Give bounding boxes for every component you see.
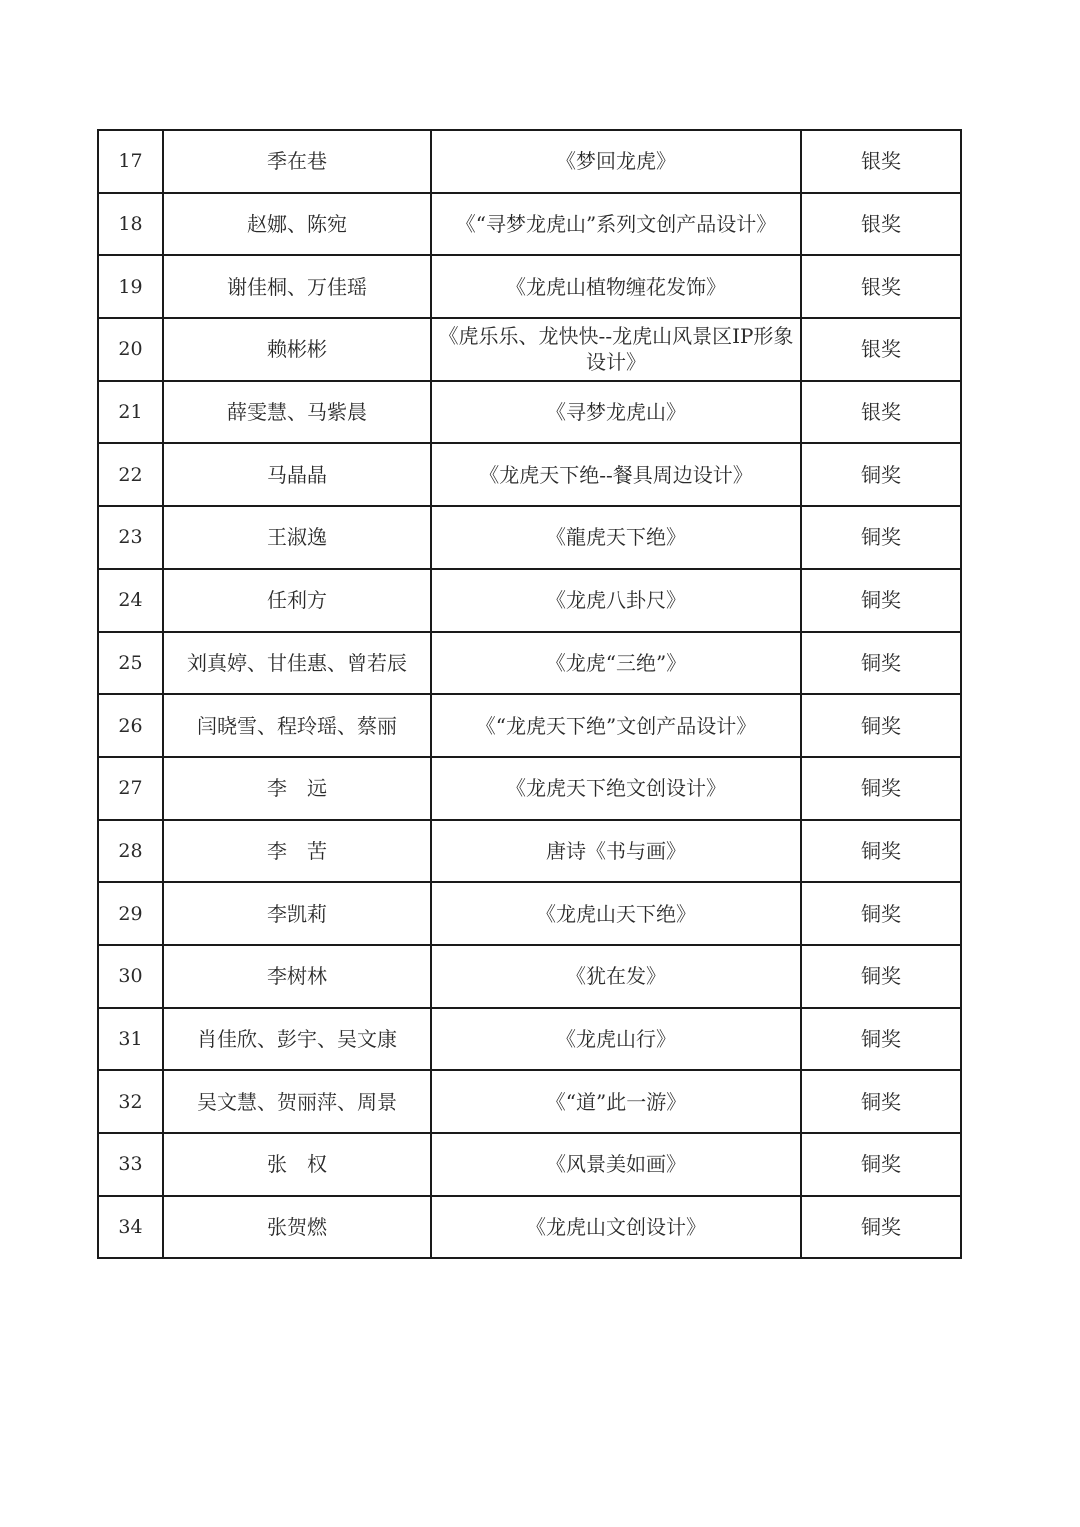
work-title-cell: 《龙虎山天下绝》 bbox=[431, 882, 801, 945]
table-row bbox=[98, 694, 961, 757]
row-number-cell: 24 bbox=[98, 569, 163, 632]
work-title-cell: 唐诗《书与画》 bbox=[431, 820, 801, 883]
row-number-cell: 21 bbox=[98, 381, 163, 444]
author-cell: 赖彬彬 bbox=[163, 318, 431, 381]
table-body bbox=[98, 130, 961, 1258]
author-cell: 肖佳欣、彭宇、吴文康 bbox=[163, 1008, 431, 1071]
work-title-cell: 《龙虎山行》 bbox=[431, 1008, 801, 1071]
author-cell: 李 苦 bbox=[163, 820, 431, 883]
author-cell: 李凯莉 bbox=[163, 882, 431, 945]
row-number-cell: 33 bbox=[98, 1133, 163, 1196]
table-row bbox=[98, 193, 961, 256]
award-cell: 铜奖 bbox=[801, 757, 961, 820]
row-number-cell: 28 bbox=[98, 820, 163, 883]
table-row bbox=[98, 820, 961, 883]
table-row bbox=[98, 255, 961, 318]
row-number-cell: 29 bbox=[98, 882, 163, 945]
award-cell: 铜奖 bbox=[801, 945, 961, 1008]
table-row bbox=[98, 381, 961, 444]
work-title-cell: 《龙虎山文创设计》 bbox=[431, 1196, 801, 1259]
table-row bbox=[98, 130, 961, 193]
row-number-cell: 20 bbox=[98, 318, 163, 381]
table-row bbox=[98, 1133, 961, 1196]
table-row bbox=[98, 757, 961, 820]
award-cell: 铜奖 bbox=[801, 632, 961, 695]
row-number-cell: 19 bbox=[98, 255, 163, 318]
table-row bbox=[98, 569, 961, 632]
work-title-cell: 《龍虎天下绝》 bbox=[431, 506, 801, 569]
award-cell: 银奖 bbox=[801, 130, 961, 193]
work-title-cell: 《龙虎天下绝文创设计》 bbox=[431, 757, 801, 820]
award-cell: 银奖 bbox=[801, 381, 961, 444]
author-cell: 季在巷 bbox=[163, 130, 431, 193]
table-row bbox=[98, 945, 961, 1008]
row-number-cell: 17 bbox=[98, 130, 163, 193]
author-cell: 任利方 bbox=[163, 569, 431, 632]
work-title-cell: 《风景美如画》 bbox=[431, 1133, 801, 1196]
award-cell: 铜奖 bbox=[801, 820, 961, 883]
table-row bbox=[98, 318, 961, 381]
row-number-cell: 18 bbox=[98, 193, 163, 256]
author-cell: 闫晓雪、程玲瑶、蔡丽 bbox=[163, 694, 431, 757]
table-row bbox=[98, 506, 961, 569]
author-cell: 吴文慧、贺丽萍、周景 bbox=[163, 1070, 431, 1133]
table-row bbox=[98, 1196, 961, 1259]
author-cell: 谢佳桐、万佳瑶 bbox=[163, 255, 431, 318]
author-cell: 马晶晶 bbox=[163, 443, 431, 506]
table-row bbox=[98, 1070, 961, 1133]
award-cell: 铜奖 bbox=[801, 1196, 961, 1259]
table-row bbox=[98, 1008, 961, 1071]
table-row bbox=[98, 443, 961, 506]
row-number-cell: 26 bbox=[98, 694, 163, 757]
work-title-cell: 《虎乐乐、龙快快--龙虎山风景区IP形象设计》 bbox=[431, 318, 801, 381]
work-title-cell: 《梦回龙虎》 bbox=[431, 130, 801, 193]
work-title-cell: 《犹在发》 bbox=[431, 945, 801, 1008]
award-cell: 铜奖 bbox=[801, 1070, 961, 1133]
work-title-cell: 《龙虎天下绝--餐具周边设计》 bbox=[431, 443, 801, 506]
work-title-cell: 《“道”此一游》 bbox=[431, 1070, 801, 1133]
work-title-cell: 《龙虎山植物缠花发饰》 bbox=[431, 255, 801, 318]
table-row bbox=[98, 882, 961, 945]
work-title-cell: 《龙虎“三绝”》 bbox=[431, 632, 801, 695]
work-title-cell: 《“龙虎天下绝”文创产品设计》 bbox=[431, 694, 801, 757]
award-cell: 铜奖 bbox=[801, 1008, 961, 1071]
author-cell: 李树林 bbox=[163, 945, 431, 1008]
award-cell: 铜奖 bbox=[801, 506, 961, 569]
row-number-cell: 25 bbox=[98, 632, 163, 695]
author-cell: 赵娜、陈宛 bbox=[163, 193, 431, 256]
award-cell: 银奖 bbox=[801, 318, 961, 381]
award-cell: 铜奖 bbox=[801, 1133, 961, 1196]
row-number-cell: 23 bbox=[98, 506, 163, 569]
row-number-cell: 34 bbox=[98, 1196, 163, 1259]
row-number-cell: 22 bbox=[98, 443, 163, 506]
author-cell: 刘真婷、甘佳惠、曾若辰 bbox=[163, 632, 431, 695]
author-cell: 张贺燃 bbox=[163, 1196, 431, 1259]
row-number-cell: 32 bbox=[98, 1070, 163, 1133]
row-number-cell: 31 bbox=[98, 1008, 163, 1071]
author-cell: 薛雯慧、马紫晨 bbox=[163, 381, 431, 444]
award-cell: 铜奖 bbox=[801, 882, 961, 945]
author-cell: 张 权 bbox=[163, 1133, 431, 1196]
award-cell: 银奖 bbox=[801, 255, 961, 318]
award-cell: 银奖 bbox=[801, 193, 961, 256]
table-row bbox=[98, 632, 961, 695]
award-cell: 铜奖 bbox=[801, 443, 961, 506]
work-title-cell: 《“寻梦龙虎山”系列文创产品设计》 bbox=[431, 193, 801, 256]
work-title-cell: 《寻梦龙虎山》 bbox=[431, 381, 801, 444]
award-cell: 铜奖 bbox=[801, 569, 961, 632]
row-number-cell: 30 bbox=[98, 945, 163, 1008]
author-cell: 王淑逸 bbox=[163, 506, 431, 569]
work-title-cell: 《龙虎八卦尺》 bbox=[431, 569, 801, 632]
row-number-cell: 27 bbox=[98, 757, 163, 820]
author-cell: 李 远 bbox=[163, 757, 431, 820]
award-list-table bbox=[97, 129, 962, 1259]
award-cell: 铜奖 bbox=[801, 694, 961, 757]
